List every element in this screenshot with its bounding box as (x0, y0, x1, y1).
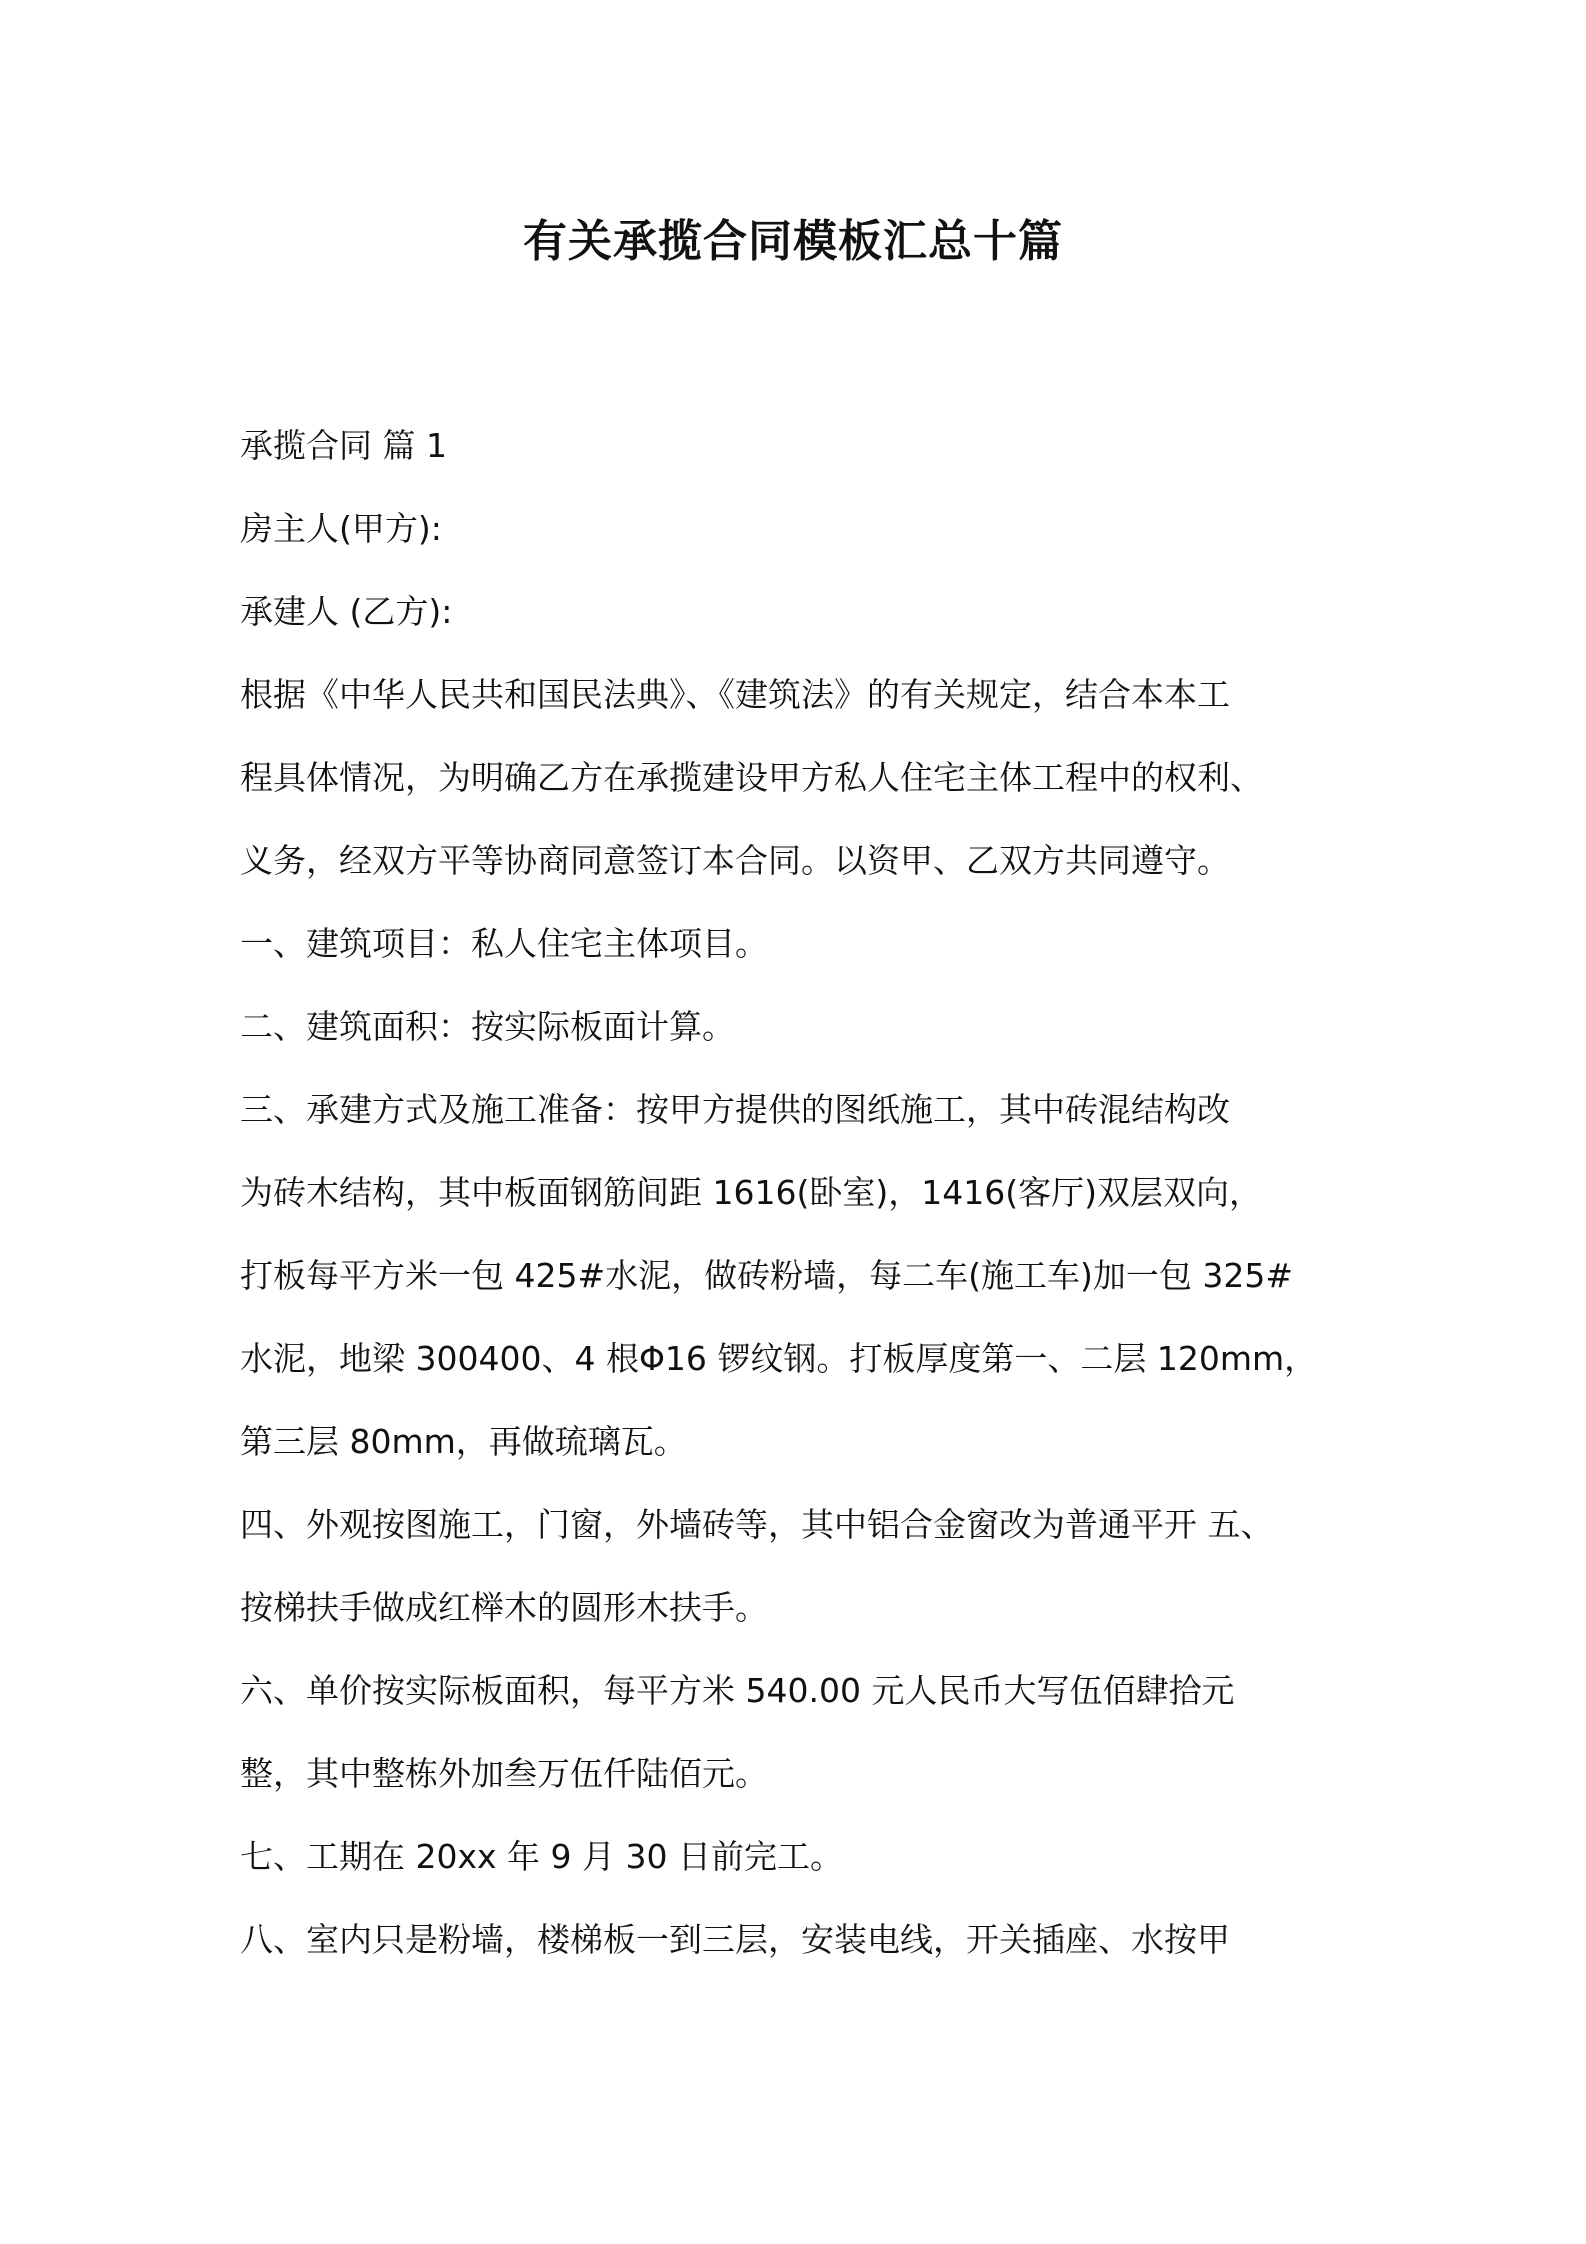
text-line: 打板每平方米一包 425#水泥，做砖粉墙，每二车(施工车)加一包 325# (240, 1256, 1294, 1295)
text-line: 第三层 80mm，再做琉璃瓦。 (240, 1422, 687, 1461)
text-line: 六、单价按实际板面积，每平方米 540.00 元人民币大写伍佰肆拾元 (240, 1671, 1235, 1710)
text-line: 二、建筑面积：按实际板面计算。 (240, 1007, 735, 1046)
text-line: 三、承建方式及施工准备：按甲方提供的图纸施工，其中砖混结构改 (240, 1090, 1230, 1129)
text-line: 承揽合同 篇 1 (240, 426, 447, 465)
text-line: 整，其中整栋外加叁万伍仟陆佰元。 (240, 1754, 768, 1793)
text-line: 根据《中华人民共和国民法典》、《建筑法》的有关规定，结合本本工 (240, 675, 1230, 714)
text-line: 为砖木结构，其中板面钢筋间距 1616(卧室)，1416(客厅)双层双向， (240, 1173, 1262, 1212)
text-line: 四、外观按图施工，门窗，外墙砖等，其中铝合金窗改为普通平开 五、 (240, 1505, 1274, 1544)
document-body (240, 404, 1370, 1981)
text-line: 程具体情况，为明确乙方在承揽建设甲方私人住宅主体工程中的权利、 (240, 758, 1263, 797)
text-line: 一、建筑项目：私人住宅主体项目。 (240, 924, 768, 963)
text-line: 八、室内只是粉墙，楼梯板一到三层，安装电线，开关插座、水按甲 (240, 1920, 1230, 1959)
text-line: 房主人(甲方): (240, 509, 442, 548)
text-line: 义务，经双方平等协商同意签订本合同。以资甲、乙双方共同遵守。 (240, 841, 1230, 880)
text-line: 按梯扶手做成红榉木的圆形木扶手。 (240, 1588, 768, 1627)
text-line: 七、工期在 20xx 年 9 月 30 日前完工。 (240, 1837, 843, 1876)
text-line: 承建人 (乙方): (240, 592, 453, 631)
document-title: 有关承揽合同模板汇总十篇 (523, 216, 1063, 267)
text-line: 水泥，地梁 300400、4 根Φ16 锣纹钢。打板厚度第一、二层 120mm， (240, 1339, 1318, 1378)
